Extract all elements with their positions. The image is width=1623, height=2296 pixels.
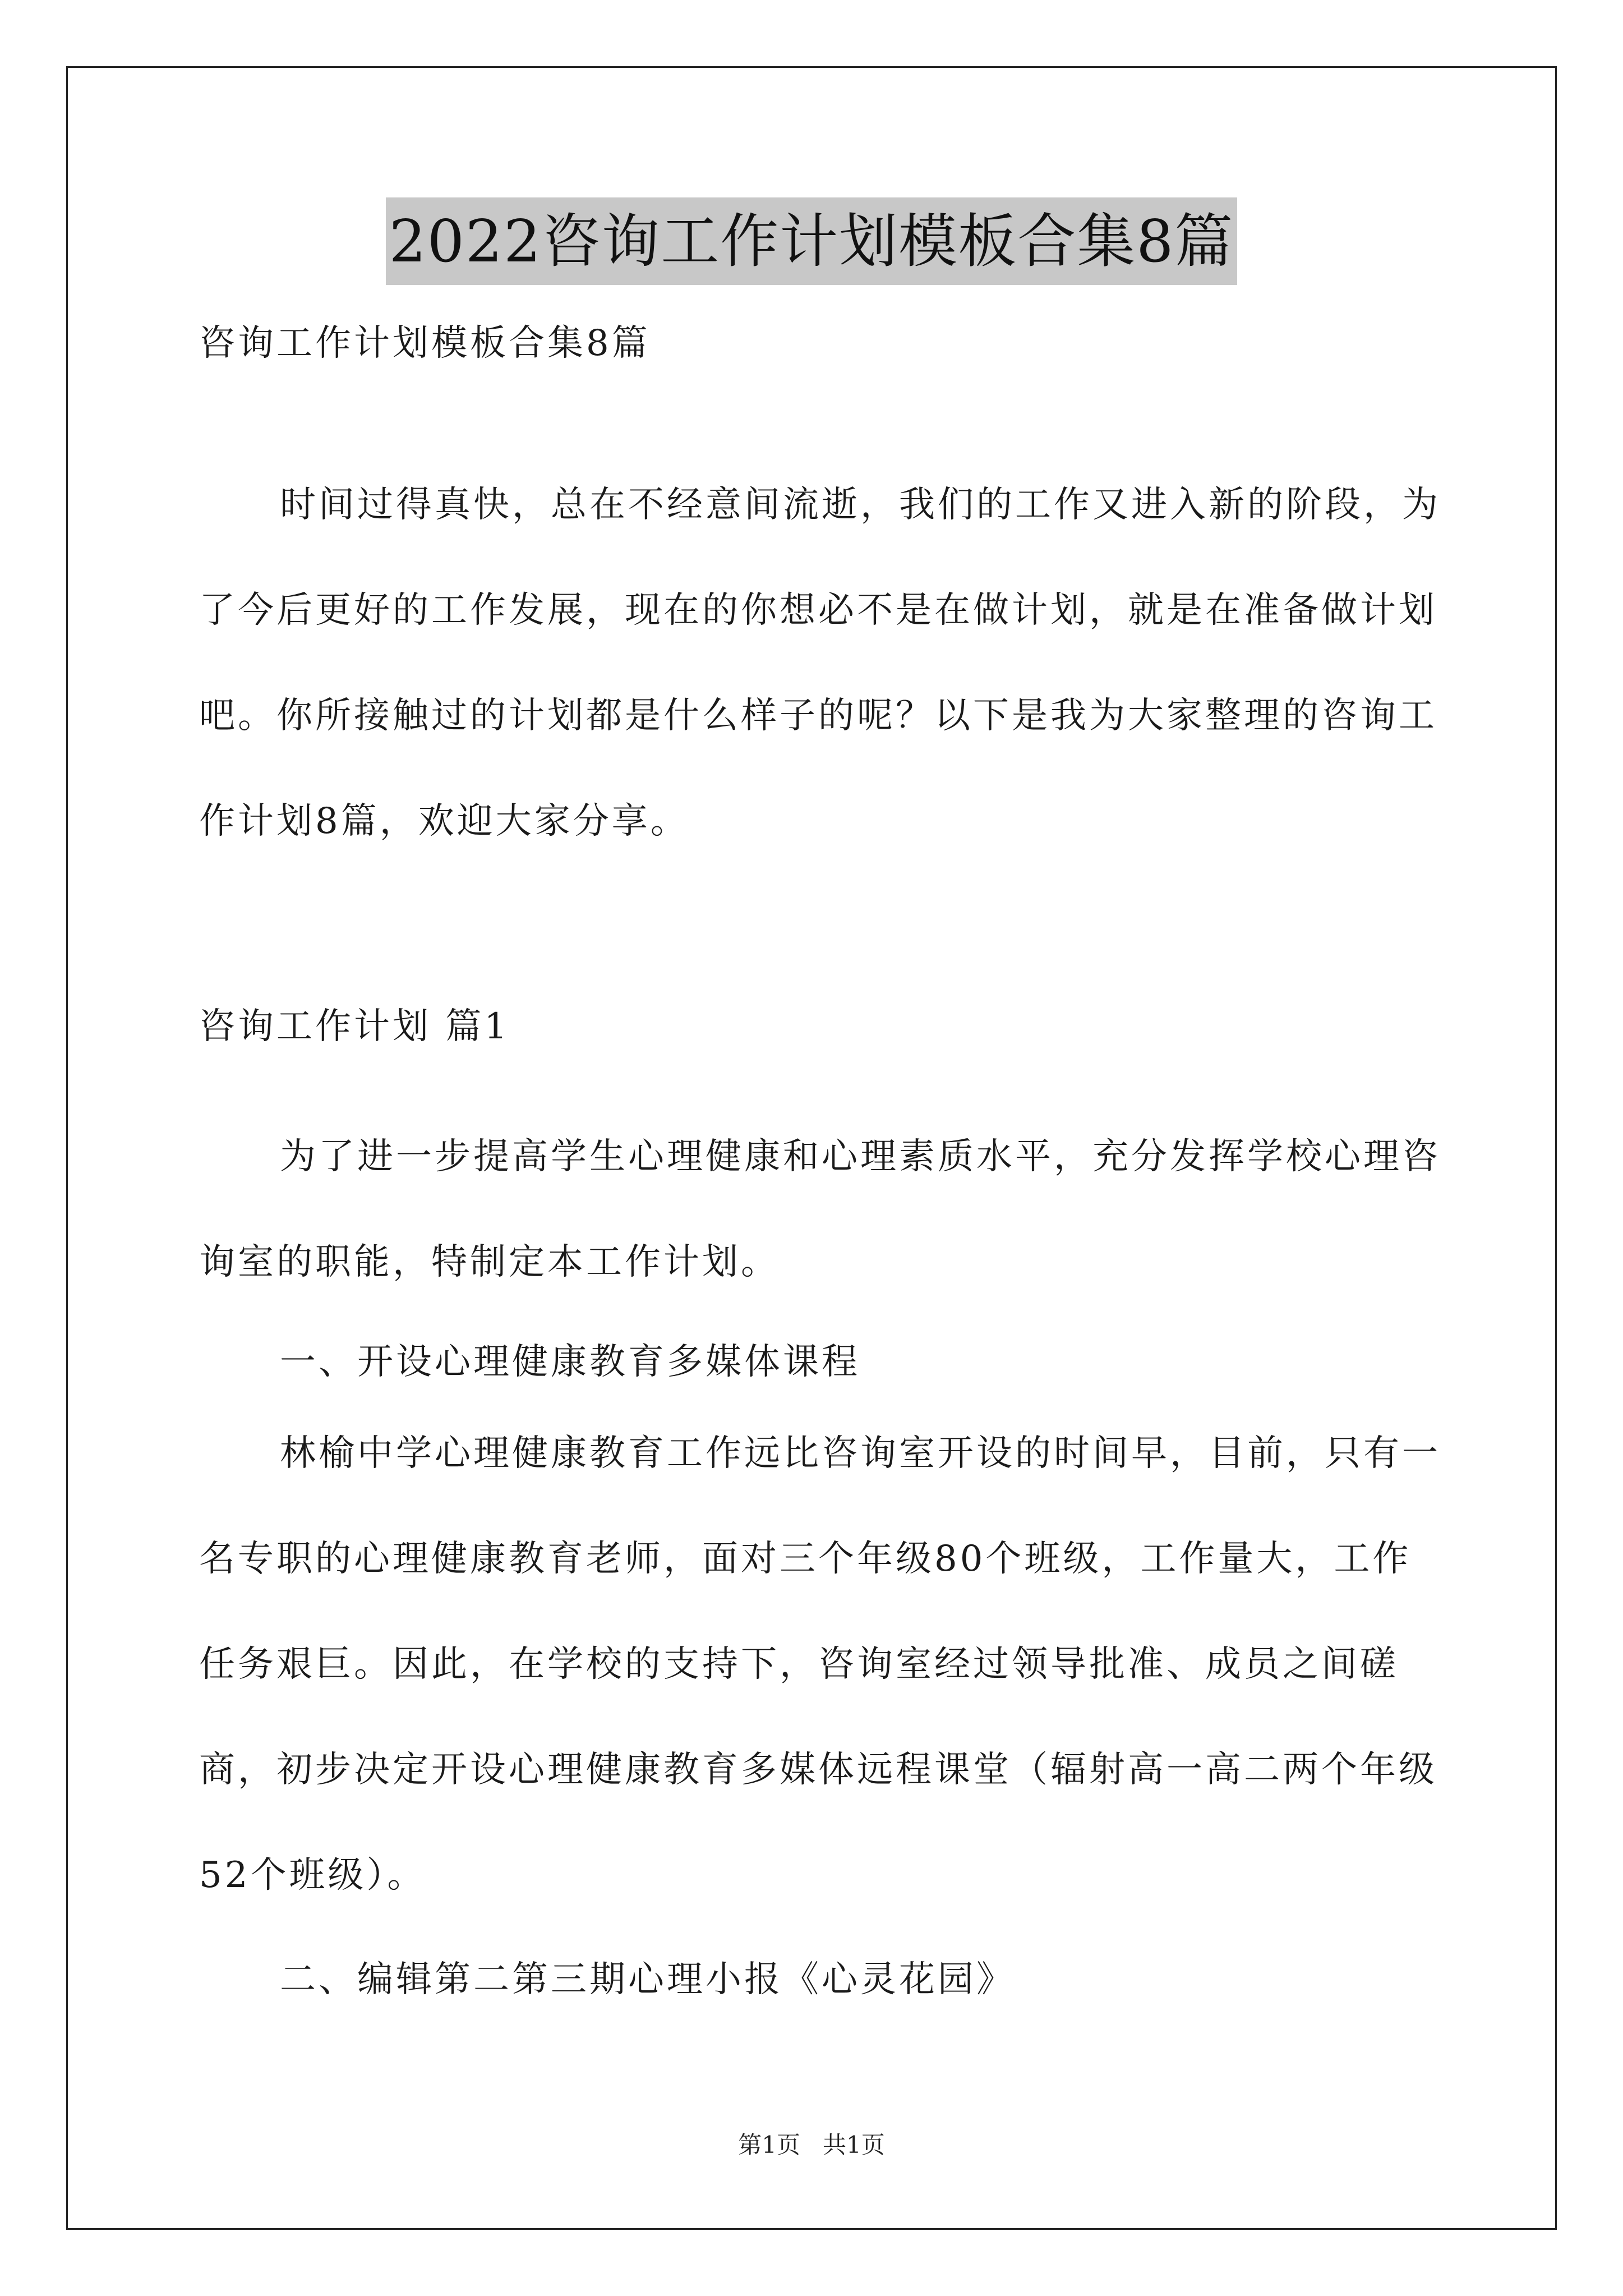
intro-paragraph: 时间过得真快，总在不经意间流逝，我们的工作又进入新的阶段，为了今后更好的工作发展，现在的你想必不是在做计划，就是在准备做计划吧。你所接触过的计划都是什么样子的呢？以下是我为大家整理的咨询工作计划8篇，欢迎大家分享。 xyxy=(199,484,1441,842)
document-subtitle: 咨询工作计划模板合集8篇 xyxy=(199,323,651,364)
page-footer xyxy=(0,2127,1623,2160)
section-heading: 咨询工作计划 篇1 xyxy=(199,1006,510,1047)
paragraph-purpose: 为了进一步提高学生心理健康和心理素质水平，充分发挥学校心理咨询室的职能，特制定本工作计划。 xyxy=(199,1136,1441,1283)
title-container xyxy=(0,197,1623,285)
document-title: 2022咨询工作计划模板合集8篇 xyxy=(386,197,1238,285)
subheading-2: 二、编辑第二第三期心理小报《心灵花园》 xyxy=(280,1959,1015,2000)
paragraph-course: 林榆中学心理健康教育工作远比咨询室开设的时间早，目前，只有一名专职的心理健康教育老师，面对三个年级80个班级，工作量大，工作任务艰巨。因此，在学校的支持下，咨询室经过领导批准、成员之间磋商，初步决定开设心理健康教育多媒体远程课堂（辐射高一高二两个年级52个班级）。 xyxy=(199,1433,1441,1896)
page-number: 第1页 xyxy=(738,2131,800,2159)
subheading-1: 一、开设心理健康教育多媒体课程 xyxy=(280,1341,860,1383)
page-total: 共1页 xyxy=(823,2131,885,2159)
